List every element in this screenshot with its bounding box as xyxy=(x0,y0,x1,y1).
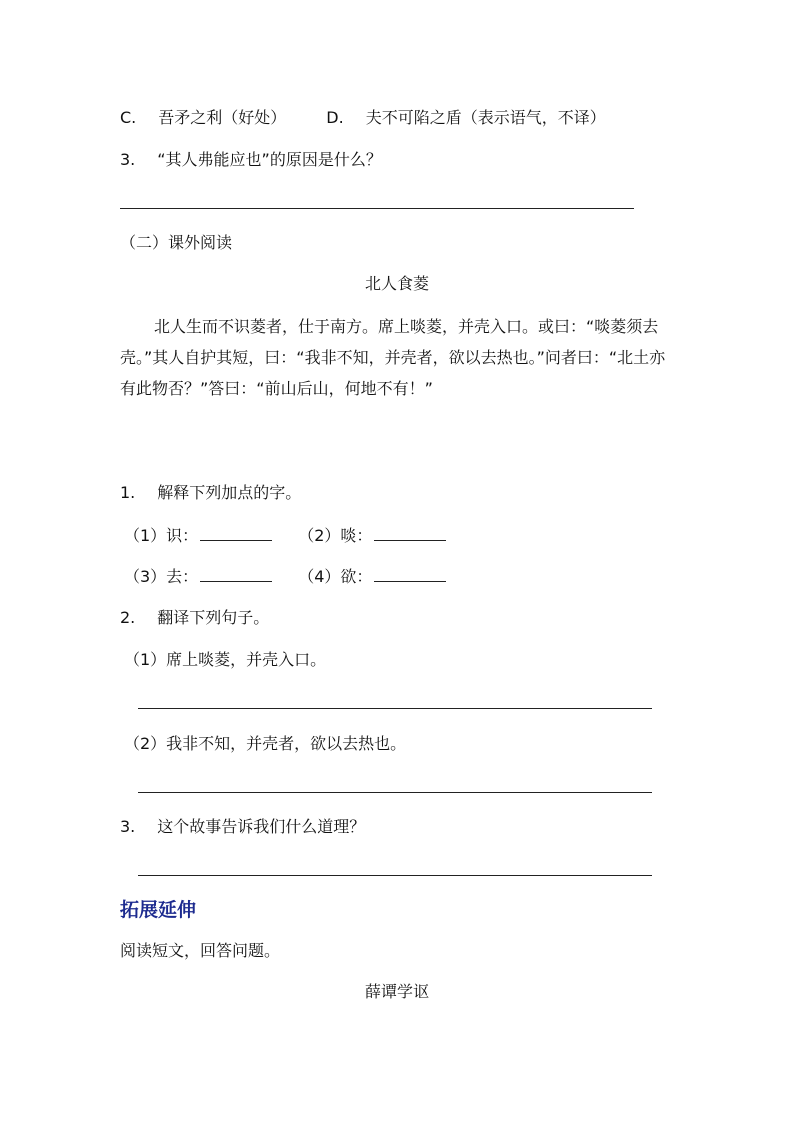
story-title: 北人食菱 xyxy=(364,274,429,293)
question-2 xyxy=(120,608,269,628)
question-2-text: 翻译下列句子。 xyxy=(157,608,270,627)
q1-item-4-blank[interactable] xyxy=(374,567,446,582)
extension-instruction: 阅读短文，回答问题。 xyxy=(120,941,281,960)
q1-row-2 xyxy=(124,567,446,587)
option-c-text: 吾矛之利（好处） xyxy=(158,108,287,127)
question-3-number: 3. xyxy=(120,817,136,836)
answer-line-q3-top[interactable] xyxy=(120,208,634,209)
option-row-cd xyxy=(120,108,606,128)
q1-item-4-label: （4）欲： xyxy=(298,567,373,586)
option-d-text: 夫不可陷之盾（表示语气，不译） xyxy=(365,108,606,127)
q1-item-3-blank[interactable] xyxy=(200,567,272,582)
q2-sentence-2: （2）我非不知，并壳者，欲以去热也。 xyxy=(124,734,407,753)
extension-story-title: 薛谭学讴 xyxy=(364,982,429,1001)
q1-item-2-label: （2）啖： xyxy=(298,526,373,545)
question-1 xyxy=(120,483,301,503)
question-3-top xyxy=(120,150,382,170)
extension-heading: 拓展延伸 xyxy=(120,899,197,921)
answer-line-q2-1[interactable] xyxy=(138,708,652,709)
q1-item-2-blank[interactable] xyxy=(374,526,446,541)
question-3 xyxy=(120,817,365,837)
story-body: 北人生而不识菱者，仕于南方。席上啖菱，并壳入口。或曰：“啖菱须去壳。”其人自护其短，曰：“我非不知，并壳者，欲以去热也。”问者曰：“北土亦有此物否？”答曰：“前山后山，何地不有！” xyxy=(120,317,666,398)
q1-row-1 xyxy=(124,526,446,546)
answer-line-q2-2[interactable] xyxy=(138,792,652,793)
question-1-text: 解释下列加点的字。 xyxy=(157,483,302,502)
q2-sentence-1: （1）席上啖菱，并壳入口。 xyxy=(124,650,327,669)
question-1-number: 1. xyxy=(120,483,136,502)
option-d-letter: D. xyxy=(326,108,344,127)
question-3-top-number: 3. xyxy=(120,150,136,169)
question-3-text: 这个故事告诉我们什么道理？ xyxy=(157,817,366,836)
q1-item-3-label: （3）去： xyxy=(124,567,199,586)
q1-item-1-blank[interactable] xyxy=(200,526,272,541)
section-2-heading: （二）课外阅读 xyxy=(120,233,233,252)
answer-line-q3[interactable] xyxy=(138,875,652,876)
option-c-letter: C. xyxy=(120,108,137,127)
q1-item-1-label: （1）识： xyxy=(124,526,199,545)
question-3-top-text: “其人弗能应也”的原因是什么？ xyxy=(157,150,382,169)
question-2-number: 2. xyxy=(120,608,136,627)
